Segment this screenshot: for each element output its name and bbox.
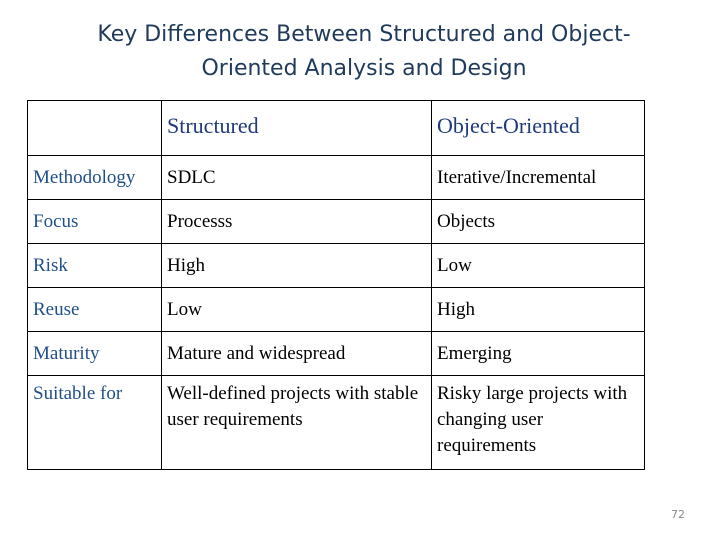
header-corner-cell xyxy=(28,101,162,156)
object-oriented-cell: Emerging xyxy=(432,332,645,376)
page-number: 72 xyxy=(671,508,685,521)
row-label: Focus xyxy=(28,200,162,244)
header-structured: Structured xyxy=(162,101,432,156)
table-row xyxy=(28,332,645,376)
structured-cell: Low xyxy=(162,288,432,332)
structured-cell: Mature and widespread xyxy=(162,332,432,376)
row-label: Reuse xyxy=(28,288,162,332)
object-oriented-cell: Risky large projects with changing user requirements xyxy=(432,376,645,470)
header-object-oriented: Object-Oriented xyxy=(432,101,645,156)
comparison-table xyxy=(27,100,645,470)
slide-title-line-1: Key Differences Between Structured and Object- xyxy=(97,22,631,47)
row-label: Maturity xyxy=(28,332,162,376)
object-oriented-cell: Low xyxy=(432,244,645,288)
slide-title xyxy=(40,18,688,86)
table-row xyxy=(28,376,645,470)
slide-title-line-2: Oriented Analysis and Design xyxy=(201,56,527,81)
object-oriented-cell: High xyxy=(432,288,645,332)
structured-cell: SDLC xyxy=(162,156,432,200)
structured-cell: Well-defined projects with stable user requirements xyxy=(162,376,432,470)
object-oriented-cell: Iterative/Incremental xyxy=(432,156,645,200)
table-row xyxy=(28,200,645,244)
structured-cell: High xyxy=(162,244,432,288)
object-oriented-cell: Objects xyxy=(432,200,645,244)
table-row xyxy=(28,288,645,332)
row-label: Suitable for xyxy=(28,376,162,470)
structured-cell: Processs xyxy=(162,200,432,244)
table-row xyxy=(28,244,645,288)
table-header-row xyxy=(28,101,645,156)
row-label: Methodology xyxy=(28,156,162,200)
row-label: Risk xyxy=(28,244,162,288)
table-row xyxy=(28,156,645,200)
